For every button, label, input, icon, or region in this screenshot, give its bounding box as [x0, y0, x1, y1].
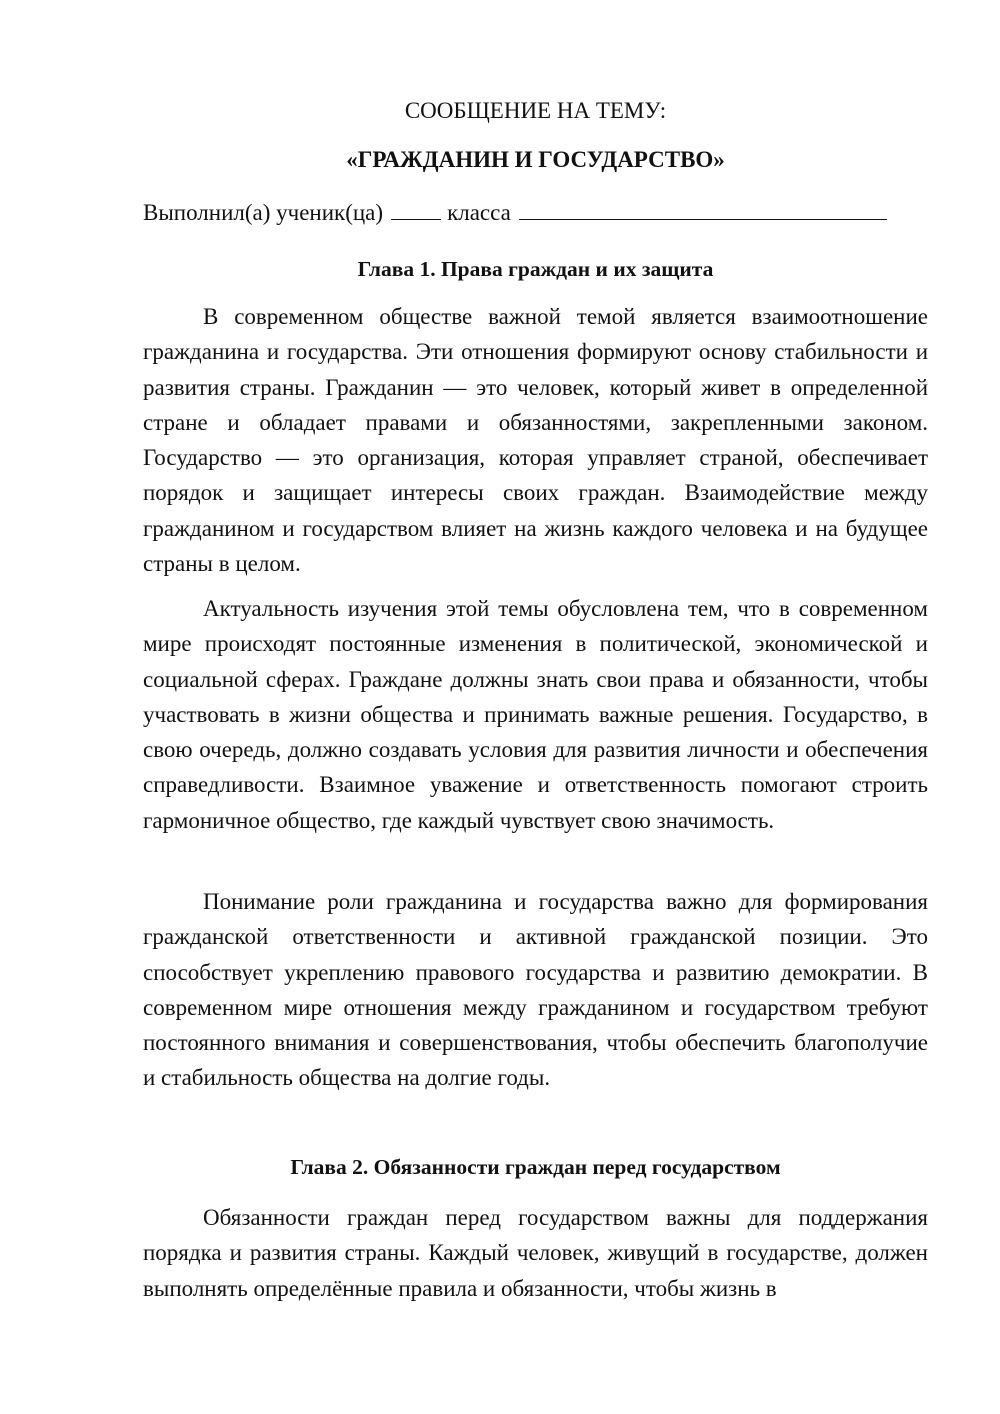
grade-blank-field: [391, 199, 441, 220]
student-info-line: [143, 199, 928, 227]
chapter-1-paragraph-1: В современном обществе важной темой является взаимоотношение гражданина и государства. Эти отношения формируют основу стабильности и развития страны. Гражданин — это человек, который живет в определенной стране и обладает правами и обязанностями, закрепленными законом. Государство — это организация, которая управляет страной, обеспечивает порядок и защищает интересы своих граждан. Взаимодействие между гражданином и государством влияет на жизнь каждого человека и на будущее страны в целом.: [143, 304, 928, 577]
document-title-line-2: «ГРАЖДАНИН И ГОСУДАРСТВО»: [346, 147, 725, 172]
chapter-1-paragraph-3: Понимание роли гражданина и государства важно для формирования гражданской ответственности и активной гражданской позиции. Это способствует укреплению правового государства и развитию демократии. В современном мире отношения между гражданином и государством требуют постоянного внимания и совершенствования, чтобы обеспечить благополучие и стабильность общества на долгие годы.: [143, 889, 928, 1091]
chapter-2-heading: Глава 2. Обязанности граждан перед государством: [290, 1155, 781, 1179]
student-prefix-text: Выполнил(а) ученик(ца): [143, 200, 384, 225]
class-name-blank-field: [519, 199, 887, 220]
chapter-1-paragraph-2: Актуальность изучения этой темы обусловлена тем, что в современном мире происходят постоянные изменения в политической, экономической и социальной сферах. Граждане должны знать свои права и обязанности, чтобы участвовать в жизни общества и принимать важные решения. Государство, в свою очередь, должно создавать условия для развития личности и обеспечения справедливости. Взаимное уважение и ответственность помогают строить гармоничное общество, где каждый чувствует свою значимость.: [143, 596, 928, 833]
chapter-2-paragraph-1: Обязанности граждан перед государством важны для поддержания порядка и развития страны. Каждый человек, живущий в государстве, должен выполнять определённые правила и обязанности, чтобы жизнь в: [143, 1205, 928, 1301]
document-title-line-1: СООБЩЕНИЕ НА ТЕМУ:: [404, 98, 667, 123]
chapter-1-heading: Глава 1. Права граждан и их защита: [357, 257, 714, 281]
student-class-word: класса: [447, 200, 511, 225]
